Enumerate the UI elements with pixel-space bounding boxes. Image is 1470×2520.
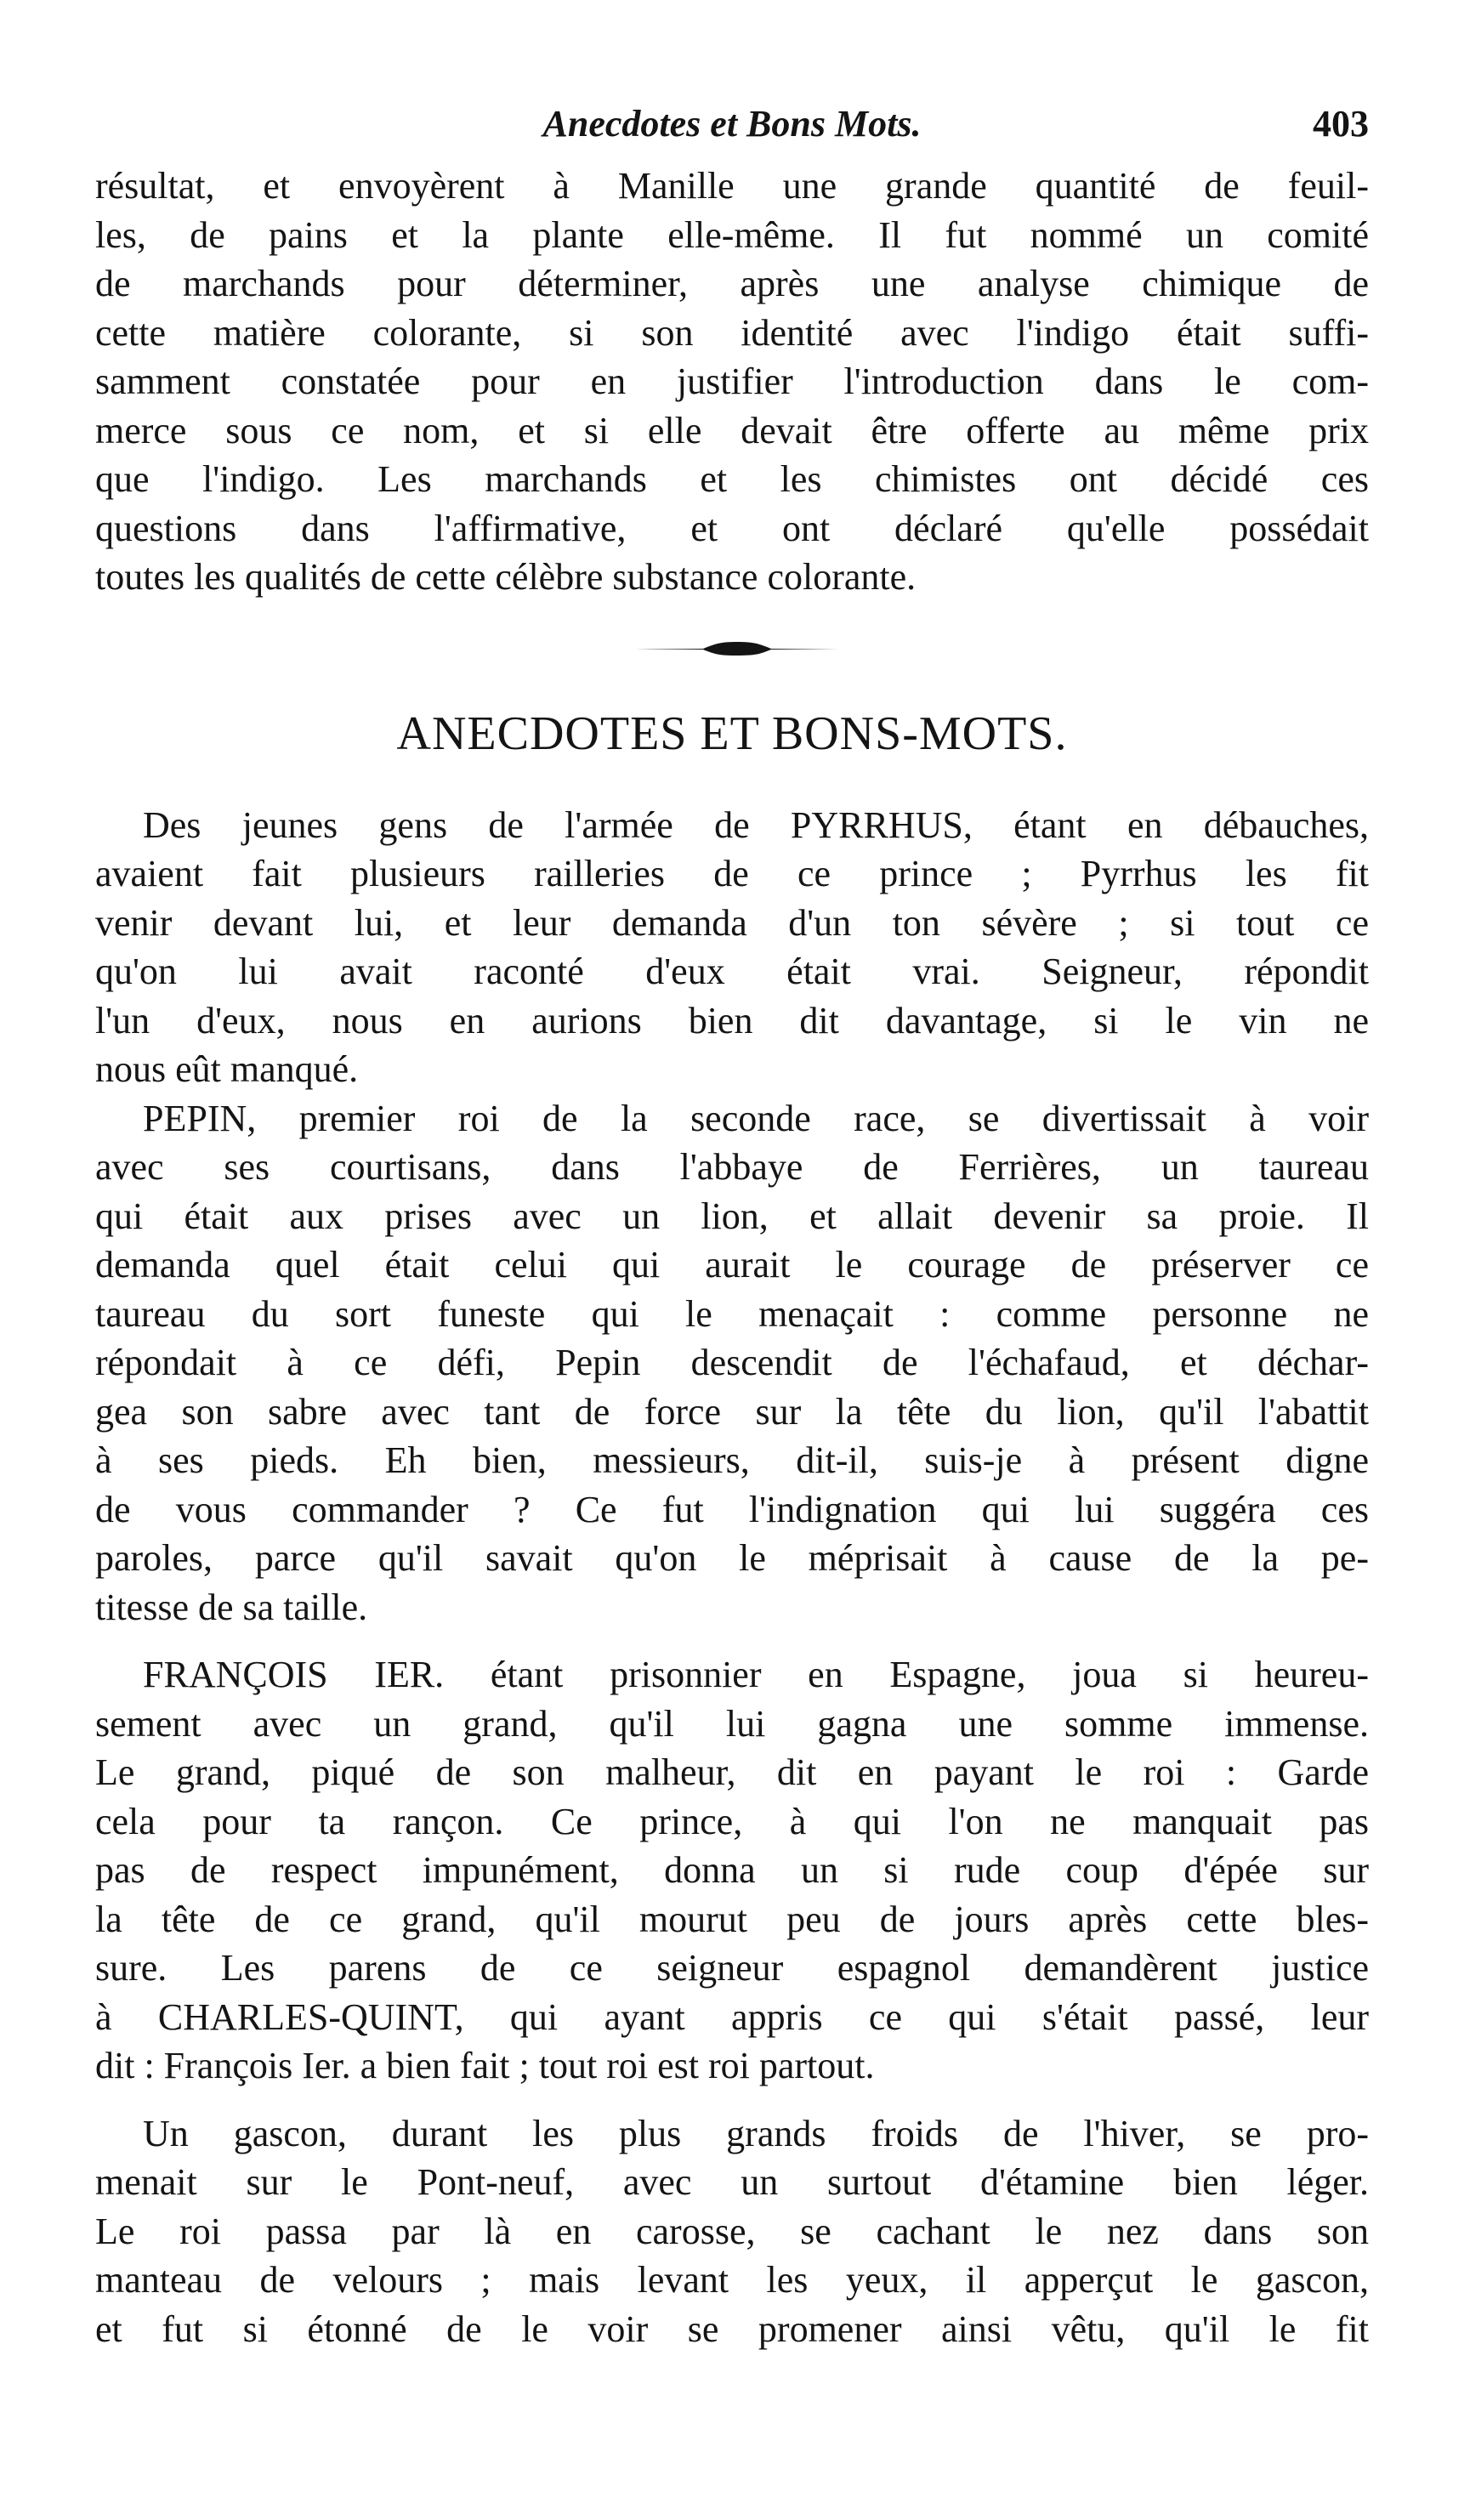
text-line: de vous commander ? Ce fut l'indignation qui lui suggéra ces [95,1488,1369,1530]
text-line: et fut si étonné de le voir se promener ainsi vêtu, qu'il le fit [95,2307,1369,2350]
text-line: gea son sabre avec tant de force sur la tête du lion, qu'il l'abattit [95,1390,1369,1433]
running-title: Anecdotes et Bons Mots. [542,103,922,145]
text-line: répondait à ce défi, Pepin descendit de l'échafaud, et déchar- [95,1342,1369,1383]
text-line: avaient fait plusieurs railleries de ce prince ; Pyrrhus les fit [95,853,1369,894]
text-line: de marchands pour déterminer, après une analyse chimique de [95,263,1369,304]
text-line: paroles, parce qu'il savait qu'on le méprisait à cause de la pe- [95,1537,1369,1579]
text-line: toutes les qualités de cette célèbre substance colorante. [95,556,917,598]
page-number: 403 [1313,103,1369,145]
anecdote-pyrrhus [95,801,1369,1094]
anecdote-gascon [95,2109,1369,2354]
text-line: à CHARLES-QUINT, qui ayant appris ce qui s'était passé, leur [95,1995,1369,2038]
text-line: Le roi passa par là en carosse, se cachant le nez dans son [95,2210,1369,2252]
text-line: manteau de velours ; mais levant les yeux, il apperçut le gascon, [95,2259,1369,2301]
text-line: demanda quel était celui qui aurait le courage de préserver ce [95,1244,1369,1286]
running-head [95,100,1369,151]
text-line: qu'on lui avait raconté d'eux était vrai. Seigneur, répondit [95,951,1369,992]
section-heading: ANECDOTES ET BONS-MOTS. [396,707,1068,760]
text-line: taureau du sort funeste qui le menaçait : comme personne ne [95,1292,1369,1335]
ornamental-divider [95,602,1369,704]
text-line: questions dans l'affirmative, et ont déclaré qu'elle possédait [95,507,1369,549]
text-line: la tête de ce grand, qu'il mourut peu de jours après cette bles- [95,1898,1369,1940]
text-line: titesse de sa taille. [95,1586,368,1628]
text-line: que l'indigo. Les marchands et les chimistes ont décidé ces [95,458,1369,500]
text-line: qui était aux prises avec un lion, et allait devenir sa proie. Il [95,1195,1369,1237]
text-line: sure. Les parens de ce seigneur espagnol demandèrent justice [95,1947,1369,1989]
text-line: cela pour ta rançon. Ce prince, à qui l'on ne manquait pas [95,1800,1369,1842]
text-line: avec ses courtisans, dans l'abbaye de Ferrières, un taureau [95,1146,1369,1188]
paragraph-gap [95,1632,1369,1650]
text-line: Un gascon, durant les plus grands froids de l'hiver, se pro- [143,2112,1369,2154]
text-line: cette matière colorante, si son identité avec l'indigo était suffi- [95,311,1369,354]
text-line: PEPIN, premier roi de la seconde race, se divertissait à voir [143,1097,1369,1139]
text-line: FRANÇOIS IER. étant prisonnier en Espagne, joua si heureu- [143,1654,1369,1695]
anecdote-pepin [95,1094,1369,1632]
divider-ornament-icon [635,636,839,661]
text-line: sement avec un grand, qu'il lui gagna une somme immense. [95,1702,1369,1745]
text-line: Des jeunes gens de l'armée de PYRRHUS, étant en débauches, [143,803,1369,846]
paragraph-gap [95,2091,1369,2109]
text-line: merce sous ce nom, et si elle devait être offerte au même prix [95,409,1369,451]
anecdote-francois [95,1650,1369,2091]
text-line: nous eût manqué. [95,1048,359,1090]
text-line: résultat, et envoyèrent à Manille une grande quantité de feuil- [95,165,1369,207]
text-line: dit : François Ier. a bien fait ; tout roi est roi partout. [95,2045,875,2086]
text-line: à ses pieds. Eh bien, messieurs, dit-il, suis-je à présent digne [95,1439,1369,1481]
text-line: samment constatée pour en justifier l'introduction dans le com- [95,360,1369,402]
text-line: l'un d'eux, nous en aurions bien dit davantage, si le vin ne [95,999,1369,1041]
text-line: venir devant lui, et leur demanda d'un ton sévère ; si tout ce [95,901,1369,944]
text-line: pas de respect impunément, donna un si rude coup d'épée sur [95,1849,1369,1891]
text-line: menait sur le Pont-neuf, avec un surtout d'étamine bien léger. [95,2161,1369,2203]
text-line: les, de pains et la plante elle-même. Il fut nommé un comité [95,213,1369,256]
continued-paragraph [95,162,1369,602]
book-page [95,100,1369,2353]
text-line: Le grand, piqué de son malheur, dit en payant le roi : Garde [95,1751,1369,1793]
